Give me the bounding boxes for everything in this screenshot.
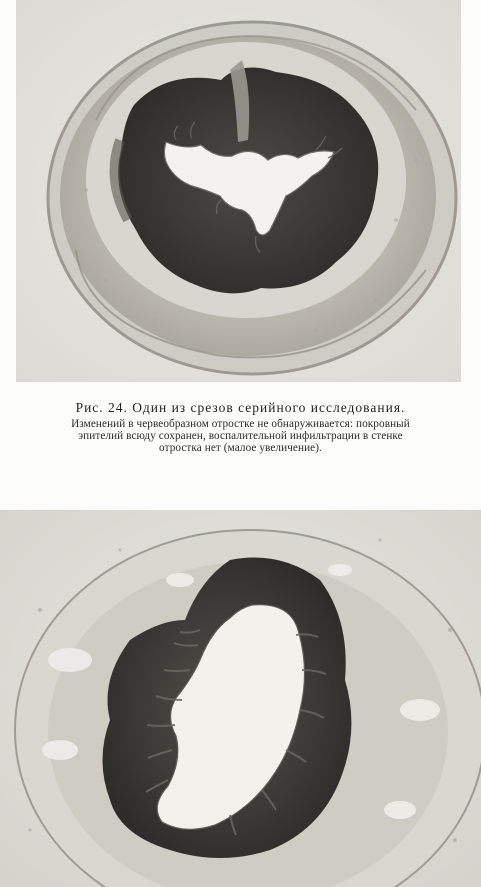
- micrograph-top: [16, 0, 461, 382]
- micrograph-bottom-image: [0, 510, 481, 887]
- micrograph-bottom: [0, 510, 481, 887]
- figure-caption: [10, 399, 471, 454]
- caption-title: Рис. 24. Один из срезов серийного исследования.: [75, 400, 406, 415]
- caption-line: эпителий всюду сохранен, воспалительной инфильтрации в стенке: [78, 430, 403, 442]
- caption-body: [10, 418, 471, 454]
- micrograph-top-image: [16, 0, 461, 382]
- caption-line: отростка нет (малое увеличение).: [159, 442, 322, 454]
- caption-line: Изменений в червеобразном отростке не обнаруживается: покровный: [71, 418, 410, 430]
